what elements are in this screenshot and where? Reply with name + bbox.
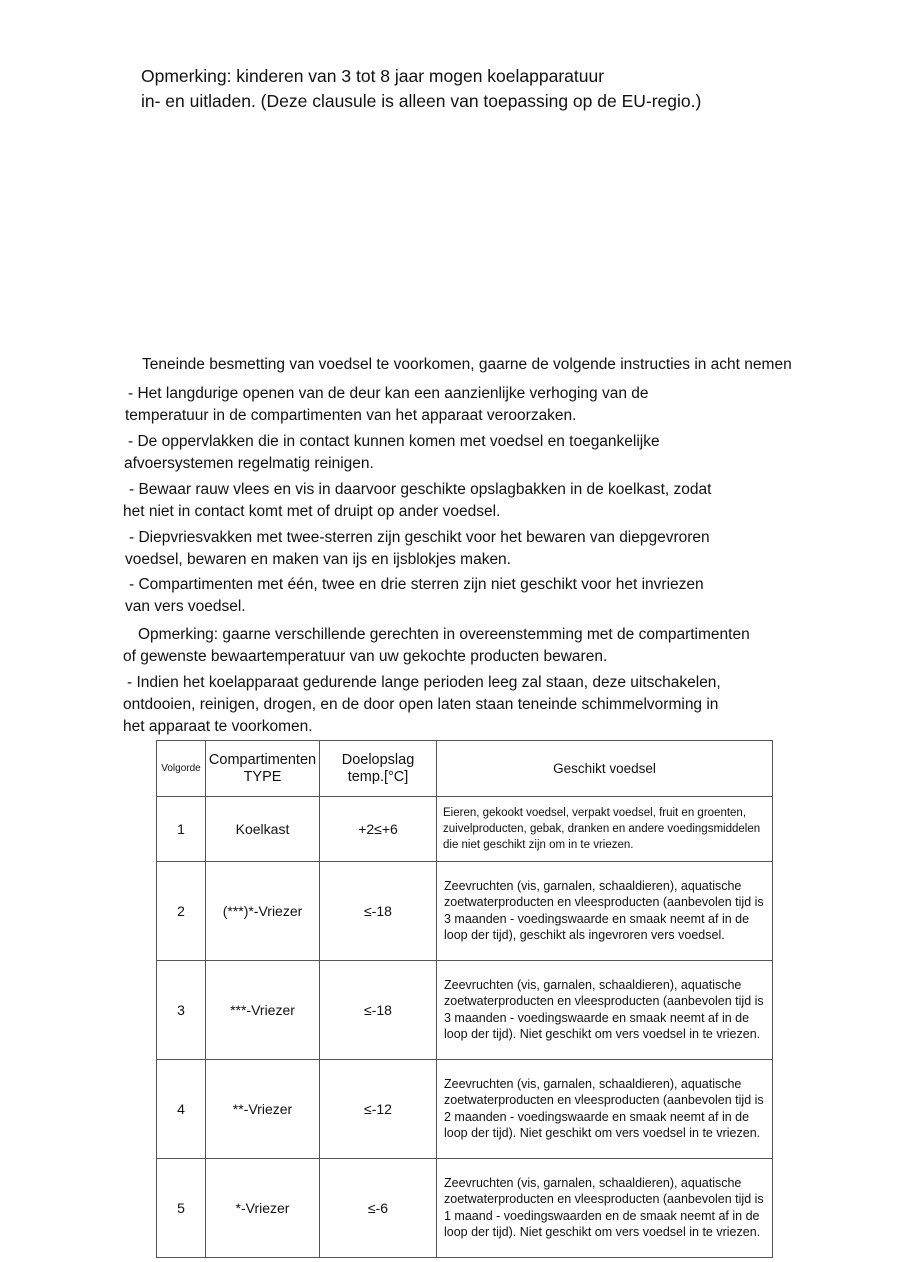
table-row: [157, 961, 773, 1060]
instruction-line: het niet in contact komt met of druipt op ander voedsel.: [123, 503, 501, 520]
cell-type: ***-Vriezer: [206, 961, 320, 1060]
instruction-raw-meat: [123, 479, 711, 523]
cell-food: Eieren, gekookt voedsel, verpakt voedsel, fruit en groenten, zuivelproducten, gebak, dranken en andere voedingsmiddelen die niet geschikt zijn om in te vriezen.: [437, 797, 773, 862]
instruction-clean-surfaces: [124, 431, 660, 475]
cell-type: **-Vriezer: [206, 1060, 320, 1159]
instruction-two-star: [125, 527, 710, 571]
cell-order: 2: [157, 862, 206, 961]
instruction-storage-note: [123, 624, 750, 668]
instruction-line: voedsel, bewaren en maken van ijs en ijsblokjes maken.: [125, 551, 511, 568]
header-type-line2: TYPE: [243, 768, 282, 785]
instructions-intro: Teneinde besmetting van voedsel te voorkomen, gaarne de volgende instructies in acht nemen: [142, 356, 792, 373]
header-food: Geschikt voedsel: [437, 741, 773, 797]
cell-order: 1: [157, 797, 206, 862]
instruction-line: - Indien het koelapparaat gedurende lange perioden leeg zal staan, deze uitschakelen,: [127, 674, 721, 691]
compartment-table: [156, 740, 773, 1258]
instruction-line: Opmerking: gaarne verschillende gerechten in overeenstemming met de compartimenten: [138, 626, 750, 643]
cell-temp: ≤-6: [320, 1159, 437, 1258]
instruction-long-empty: [123, 672, 721, 738]
cell-temp: ≤-18: [320, 862, 437, 961]
cell-food: Zeevruchten (vis, garnalen, schaaldieren), aquatische zoetwaterproducten en vleesproducten (aanbevolen tijd is 1 maand - voedingswaarden en de smaak neemt af in de loop der tijd). Niet geschikt om vers voedsel in te vriezen.: [437, 1159, 773, 1258]
instruction-line: of gewenste bewaartemperatuur van uw gekochte producten bewaren.: [123, 648, 608, 665]
table-row: [157, 797, 773, 862]
instruction-line: temperatuur in de compartimenten van het apparaat veroorzaken.: [125, 407, 577, 424]
cell-food: Zeevruchten (vis, garnalen, schaaldieren), aquatische zoetwaterproducten en vleesproducten (aanbevolen tijd is 2 maanden - voedingswaarde en smaak neemt af in de loop der tijd). Niet geschikt om vers voedsel in te vriezen.: [437, 1060, 773, 1159]
instruction-star-compartments: [125, 574, 704, 618]
header-type-line1: Compartimenten: [208, 751, 317, 768]
instruction-line: - Het langdurige openen van de deur kan een aanzienlijke verhoging van de: [128, 385, 649, 402]
instruction-line: - De oppervlakken die in contact kunnen komen met voedsel en toegankelijke: [128, 433, 660, 450]
instruction-line: afvoersystemen regelmatig reinigen.: [124, 455, 374, 472]
cell-type: Koelkast: [206, 797, 320, 862]
cell-food: Zeevruchten (vis, garnalen, schaaldieren), aquatische zoetwaterproducten en vleesproducten (aanbevolen tijd is 3 maanden - voedingswaarde en smaak neemt af in de loop der tijd). Niet geschikt om vers voedsel in te vriezen.: [437, 961, 773, 1060]
table-row: [157, 862, 773, 961]
instruction-line: - Bewaar rauw vlees en vis in daarvoor geschikte opslagbakken in de koelkast, zodat: [129, 481, 712, 498]
header-order: Volgorde: [157, 741, 206, 797]
cell-order: 5: [157, 1159, 206, 1258]
table-row: [157, 1060, 773, 1159]
eu-age-note-line2: in- en uitladen. (Deze clausule is alleen van toepassing op de EU-regio.): [141, 91, 702, 111]
eu-age-note-line1: Opmerking: kinderen van 3 tot 8 jaar mogen koelapparatuur: [141, 66, 605, 86]
instruction-line: het apparaat te voorkomen.: [123, 718, 313, 735]
header-temp-line2: temp.[°C]: [347, 768, 409, 785]
table-header-row: [157, 741, 773, 797]
cell-temp: +2≤+6: [320, 797, 437, 862]
header-temp: [320, 741, 437, 797]
eu-age-note: [141, 64, 701, 114]
instruction-line: - Compartimenten met één, twee en drie sterren zijn niet geschikt voor het invriezen: [129, 576, 704, 593]
header-type: [206, 741, 320, 797]
cell-order: 3: [157, 961, 206, 1060]
cell-food: Zeevruchten (vis, garnalen, schaaldieren), aquatische zoetwaterproducten en vleesproducten (aanbevolen tijd is 3 maanden - voedingswaarde en smaak neemt af in de loop der tijd), geschikt als ingevroren vers voedsel.: [437, 862, 773, 961]
instruction-door-opening: [125, 383, 648, 427]
instruction-line: van vers voedsel.: [125, 598, 246, 615]
cell-order: 4: [157, 1060, 206, 1159]
header-temp-line1: Doelopslag: [341, 751, 415, 768]
cell-type: *-Vriezer: [206, 1159, 320, 1258]
instruction-line: ontdooien, reinigen, drogen, en de door open laten staan teneinde schimmelvorming in: [123, 696, 719, 713]
table-row: [157, 1159, 773, 1258]
instruction-line: - Diepvriesvakken met twee-sterren zijn geschikt voor het bewaren van diepgevroren: [129, 529, 710, 546]
cell-temp: ≤-12: [320, 1060, 437, 1159]
cell-temp: ≤-18: [320, 961, 437, 1060]
cell-type: (***)*-Vriezer: [206, 862, 320, 961]
